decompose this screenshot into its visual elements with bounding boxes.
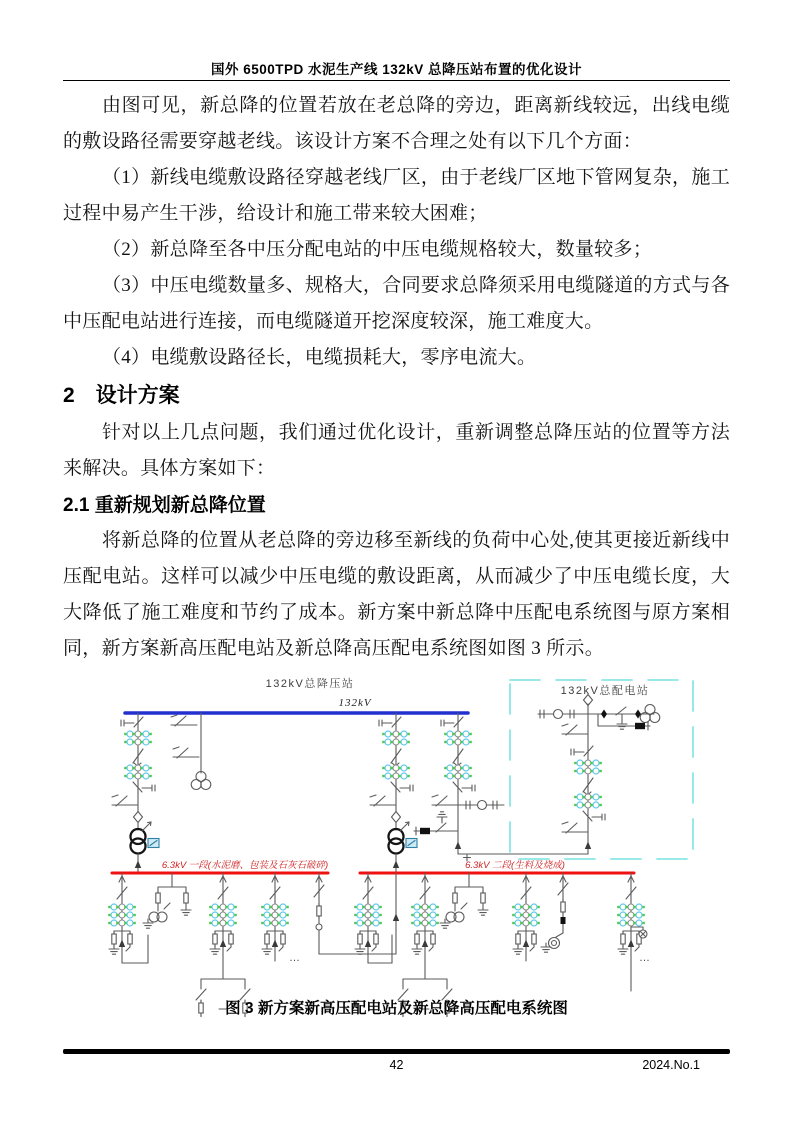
list-item-2: （2）新总降至各中压分配电站的中压电缆规格较大，数量较多；: [101, 239, 653, 260]
mv-feeder-earthing-1: [143, 873, 191, 928]
mv-feeder-8-motor: [541, 873, 568, 952]
mv-feeder-4-tie: [314, 873, 399, 954]
feeder-tie: [414, 713, 504, 854]
feeder-transformer-2: [370, 713, 417, 873]
pt-symbol: [191, 772, 211, 790]
figure-3-caption: 图 3 新方案新高压配电站及新总降高压配电系统图: [225, 1000, 568, 1017]
mv-feeder-earthing-2: [440, 873, 488, 928]
mv-feeder-9: [617, 873, 651, 991]
subsection-heading-2-1: 2.1 重新规划新总降位置: [63, 495, 266, 516]
distribution-station-box: [510, 680, 693, 859]
list-item-1: （1）新线电缆敷设路径穿越老线厂区，由于老线厂区地下管网复杂，施工过程中易产生干涉，给设计和施工带来较大困难；: [63, 167, 730, 224]
feeder-distribution-station: [538, 695, 660, 855]
footer-bar: [63, 1049, 730, 1054]
feeder-transformer-1: [112, 713, 159, 873]
mv-feeder-5: [354, 873, 392, 963]
transformer-2-symbol: [389, 822, 410, 854]
figure-3-single-line-diagram: [60, 672, 740, 1017]
body-text-column: [63, 88, 730, 667]
paragraph-intro: 由图可见，新总降的位置若放在老总降的旁边，距离新线较远，出线电缆的敷设路径需要穿越老线。该设计方案不合理之处有以下几个方面：: [63, 95, 730, 152]
feeder-pt: [171, 713, 211, 790]
list-item-3: （3）中压电缆数量多、规格大，合同要求总降须采用电缆隧道的方式与各中压配电站进行连接，而电缆隧道开挖深度较深，施工难度大。: [63, 275, 730, 332]
journal-issue: 2024.No.1: [642, 1058, 700, 1072]
mv-bus-1-label: 6.3kV 一段(水泥磨、包装及石灰石破碎): [161, 860, 329, 871]
page-header-title: 国外 6500TPD 水泥生产线 132kV 总降压站布置的优化设计: [210, 62, 583, 77]
mv-feeder-1: [108, 873, 148, 963]
transformer-1-symbol: [131, 822, 152, 854]
page-number: 42: [389, 1058, 404, 1072]
hv-bus-label: 132kV: [338, 697, 372, 709]
paragraph-plan: 将新总降的位置从老总降的旁边移至新线的负荷中心处,使其更接近新线中压配电站。这样可以减少中压电缆的敷设距离，从而减少了中压电缆长度，大大降低了施工难度和节约了成本。新方案中新总降中压配电系统图与原方案相同，新方案新高压配电站及新总降高压配电系统图如图 3 所示。: [63, 530, 730, 659]
station-label-right: 132kV总配电站: [560, 685, 650, 697]
mv-bus-2-label: 6.3kV 二段(生料及烧成): [465, 860, 565, 871]
ellipsis-2: …: [639, 952, 651, 964]
station-label-left: 132kV总降压站: [265, 678, 355, 690]
header-rule: [63, 80, 730, 81]
section-heading-2: 2 设计方案: [63, 384, 180, 407]
mv-feeder-7: [512, 873, 540, 961]
ellipsis-1: …: [289, 952, 301, 964]
paragraph-solution: 针对以上几点问题，我们通过优化设计，重新调整总降压站的位置等方法来解决。具体方案如下：: [63, 422, 730, 479]
list-item-4: （4）电缆敷设路径长，电缆损耗大，零序电流大。: [101, 347, 537, 368]
mv-feeder-3: [261, 873, 301, 964]
